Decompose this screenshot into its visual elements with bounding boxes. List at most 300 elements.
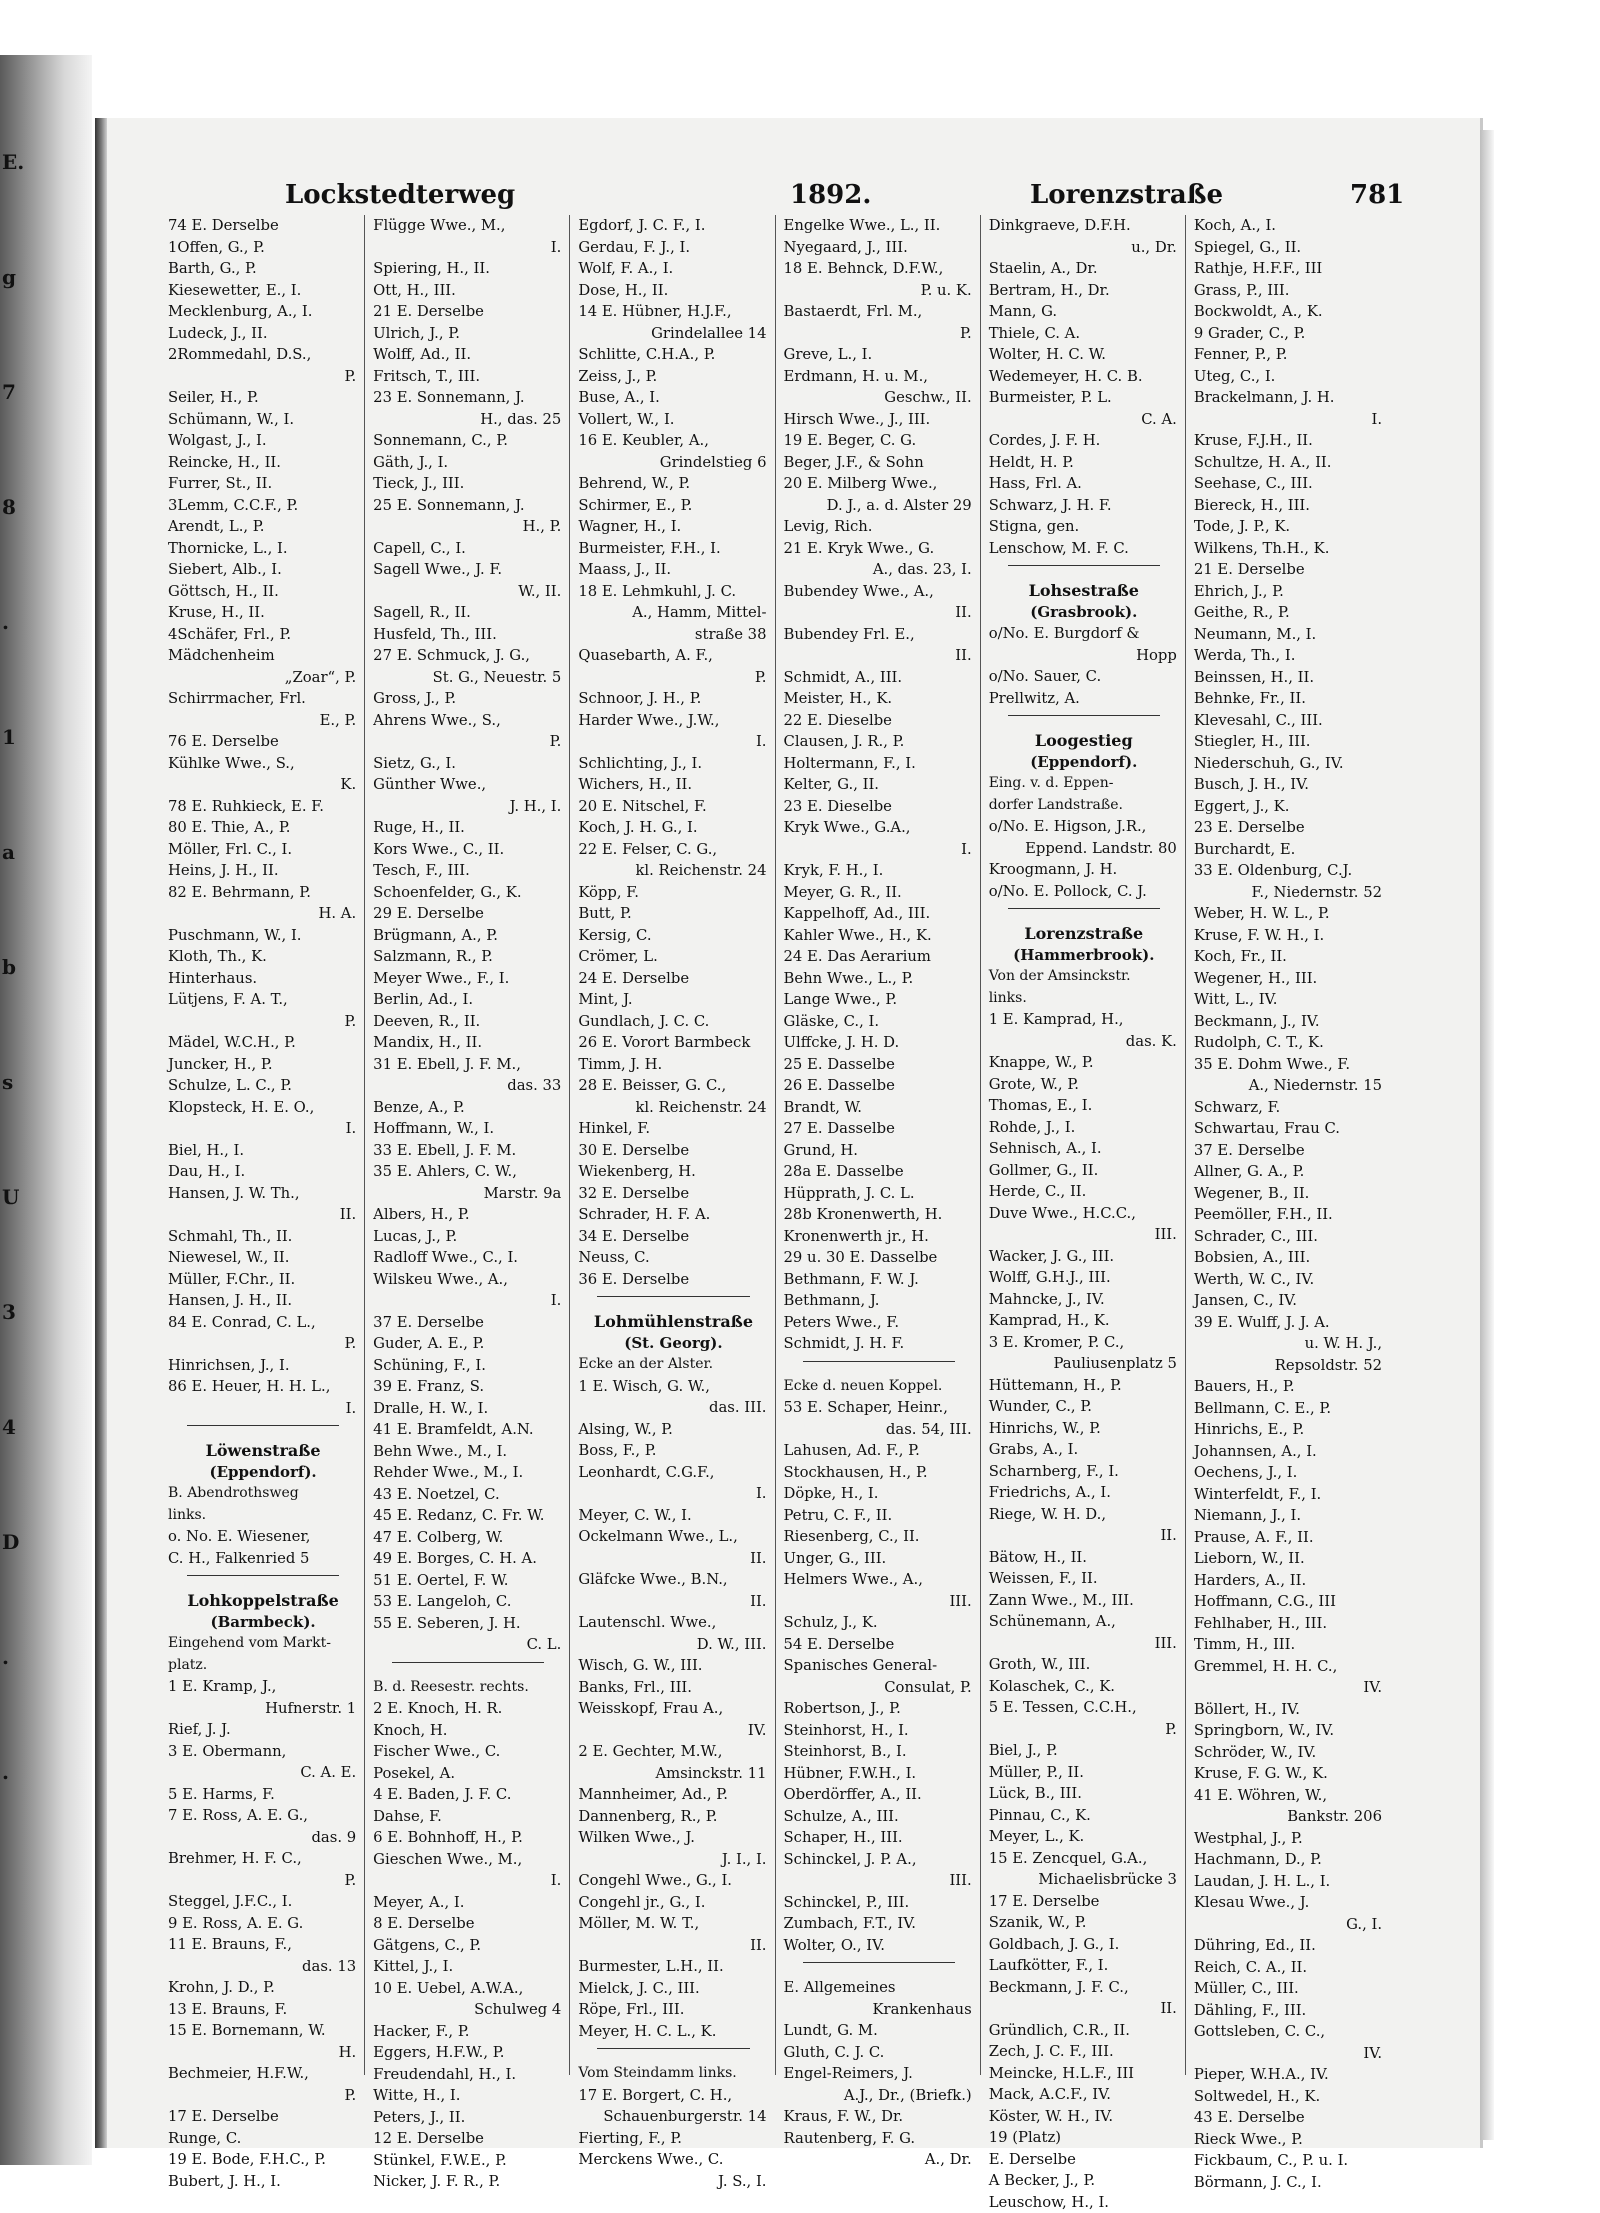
book-spine-shadow (95, 118, 107, 2148)
directory-entry: Zeiss, J., P. (578, 366, 768, 388)
directory-entry: 55 E. Seberen, J. H. (373, 1613, 563, 1635)
directory-entry: 28b Kronenwerth, H. (784, 1204, 974, 1226)
directory-entry: Börmann, J. C., I. (1194, 2172, 1384, 2194)
directory-entry: Beinssen, H., II. (1194, 667, 1384, 689)
directory-entry: Kraus, F. W., Dr. (784, 2106, 974, 2128)
directory-entry: Timm, H., III. (1194, 1634, 1384, 1656)
directory-entry: Szanik, W., P. (989, 1912, 1179, 1934)
directory-entry: Nyegaard, J., III. (784, 237, 974, 259)
directory-entry: Schümann, W., I. (168, 409, 358, 431)
directory-entry: Klesau Wwe., J. (1194, 1892, 1384, 1914)
directory-entry: Soltwedel, H., K. (1194, 2086, 1384, 2108)
directory-entry: 54 E. Derselbe (784, 1634, 974, 1656)
adjacent-page-fragment: D (2, 1530, 19, 1554)
entry-continuation: H., das. 25 (373, 409, 563, 431)
directory-entry: Mädel, W.C.H., P. (168, 1032, 358, 1054)
directory-entry: Kamprad, H., K. (989, 1310, 1179, 1332)
directory-entry: Ruge, H., II. (373, 817, 563, 839)
directory-entry: Fritsch, T., III. (373, 366, 563, 388)
direction-note: dorfer Landstraße. (989, 795, 1179, 817)
entry-continuation: III. (989, 1224, 1179, 1246)
directory-entry: Meyer Wwe., F., I. (373, 968, 563, 990)
directory-entry: Laudan, J. H. L., I. (1194, 1871, 1384, 1893)
directory-entry: Köpp, F. (578, 882, 768, 904)
directory-entry: Krohn, J. D., P. (168, 1977, 358, 1999)
entry-continuation: P. (168, 1011, 358, 1033)
directory-entry: Barth, G., P. (168, 258, 358, 280)
directory-entry: Vollert, W., I. (578, 409, 768, 431)
entry-continuation: A., das. 23, I. (784, 559, 974, 581)
entry-continuation: Hufnerstr. 1 (168, 1698, 358, 1720)
directory-entry: Kruse, F. W. H., I. (1194, 925, 1384, 947)
directory-entry: Wolter, H. C. W. (989, 344, 1179, 366)
directory-entry: Kronenwerth jr., H. (784, 1226, 974, 1248)
directory-entry: Butt, P. (578, 903, 768, 925)
directory-entry: Hinrichsen, J., I. (168, 1355, 358, 1377)
directory-entry: Döpke, H., I. (784, 1483, 974, 1505)
directory-entry: Winterfeldt, F., I. (1194, 1484, 1384, 1506)
adjacent-page-fragment: g (2, 265, 16, 289)
directory-entry: Müller, P., II. (989, 1762, 1179, 1784)
directory-entry: Seiler, H., P. (168, 387, 358, 409)
directory-entry: Niemann, J., I. (1194, 1505, 1384, 1527)
directory-entry: Ockelmann Wwe., L., (578, 1526, 768, 1548)
directory-entry: 11 E. Brauns, F., (168, 1934, 358, 1956)
directory-entry: 14 E. Hübner, H.J.F., (578, 301, 768, 323)
directory-entry: Knoch, H. (373, 1720, 563, 1742)
directory-entry: Congehl jr., G., I. (578, 1892, 768, 1914)
directory-entry: Gottsleben, C. C., (1194, 2021, 1384, 2043)
directory-entry: Koch, J. H. G., I. (578, 817, 768, 839)
district-heading: (Barmbeck). (168, 1612, 358, 1634)
directory-entry: Petru, C. F., II. (784, 1505, 974, 1527)
entry-continuation: P. (168, 1870, 358, 1892)
entry-continuation: G., I. (1194, 1914, 1384, 1936)
directory-entry: Mahncke, J., IV. (989, 1289, 1179, 1311)
section-divider (392, 1662, 544, 1673)
directory-entry: Kittel, J., I. (373, 1956, 563, 1978)
entry-continuation: A., Niedernstr. 15 (1194, 1075, 1384, 1097)
directory-entry: Schlitte, C.H.A., P. (578, 344, 768, 366)
directory-entry: Gieschen Wwe., M., (373, 1849, 563, 1871)
directory-entry: Bobsien, A., III. (1194, 1247, 1384, 1269)
directory-entry: Gerdau, F. J., I. (578, 237, 768, 259)
entry-continuation: D. W., III. (578, 1634, 768, 1656)
directory-entry: Wacker, J. G., III. (989, 1246, 1179, 1268)
directory-entry: Schrader, H. F. A. (578, 1204, 768, 1226)
district-heading: (Hammerbrook). (989, 945, 1179, 967)
entry-continuation: H., P. (373, 516, 563, 538)
directory-entry: Rohde, J., I. (989, 1117, 1179, 1139)
directory-entry: Albers, H., P. (373, 1204, 563, 1226)
directory-entry: 1 E. Kamprad, H., (989, 1009, 1179, 1031)
directory-entry: Egdorf, J. C. F., I. (578, 215, 768, 237)
directory-entry: 43 E. Derselbe (1194, 2107, 1384, 2129)
directory-entry: Flügge Wwe., M., (373, 215, 563, 237)
entry-continuation: W., II. (373, 581, 563, 603)
directory-entry: Hoffmann, C.G., III (1194, 1591, 1384, 1613)
directory-entry: Runge, C. (168, 2128, 358, 2150)
directory-entry: Thomas, E., I. (989, 1095, 1179, 1117)
directory-entry: Wolter, O., IV. (784, 1935, 974, 1957)
section-divider (187, 1425, 339, 1436)
directory-columns (160, 215, 1390, 2075)
directory-entry: 20 E. Nitschel, F. (578, 796, 768, 818)
direction-note: Eingehend vom Markt- (168, 1633, 358, 1655)
header-left-street: Lockstedterweg (285, 180, 515, 210)
entry-continuation: I. (373, 1870, 563, 1892)
directory-entry: Kors Wwe., C., II. (373, 839, 563, 861)
directory-entry: Meister, H., K. (784, 688, 974, 710)
directory-entry: Weisskopf, Frau A., (578, 1698, 768, 1720)
district-heading: (Grasbrook). (989, 602, 1179, 624)
street-heading: Loogestieg (989, 730, 1179, 752)
directory-entry: Gross, J., P. (373, 688, 563, 710)
directory-entry: Göttsch, H., II. (168, 581, 358, 603)
directory-entry: 23 E. Sonnemann, J. (373, 387, 563, 409)
directory-entry: Grass, P., III. (1194, 280, 1384, 302)
direction-note: platz. (168, 1655, 358, 1677)
directory-entry: Boss, F., P. (578, 1440, 768, 1462)
directory-entry: Leuschow, H., I. (989, 2192, 1179, 2213)
directory-entry: Gläske, C., I. (784, 1011, 974, 1033)
directory-entry: Duve Wwe., H.C.C., (989, 1203, 1179, 1225)
directory-entry: Hansen, J. H., II. (168, 1290, 358, 1312)
directory-entry: Schaper, H., III. (784, 1827, 974, 1849)
directory-entry: 19 E. Bode, F.H.C., P. (168, 2149, 358, 2171)
directory-entry: Dannenberg, R., P. (578, 1806, 768, 1828)
directory-entry: Kersig, C. (578, 925, 768, 947)
direction-note: Eing. v. d. Eppen- (989, 773, 1179, 795)
directory-entry: Meyer, L., K. (989, 1826, 1179, 1848)
directory-entry: Wolff, Ad., II. (373, 344, 563, 366)
directory-entry: Knappe, W., P. (989, 1052, 1179, 1074)
directory-entry: Möller, M. W. T., (578, 1913, 768, 1935)
directory-entry: Engelke Wwe., L., II. (784, 215, 974, 237)
entry-continuation: III. (784, 1591, 974, 1613)
directory-entry: Schirrmacher, Frl. (168, 688, 358, 710)
directory-entry: Tieck, J., III. (373, 473, 563, 495)
directory-entry: 45 E. Redanz, C. Fr. W. (373, 1505, 563, 1527)
directory-entry: Oberdörffer, A., II. (784, 1784, 974, 1806)
directory-entry: Gätgens, C., P. (373, 1935, 563, 1957)
directory-entry: 10 E. Uebel, A.W.A., (373, 1978, 563, 2000)
directory-entry: Niewesel, W., II. (168, 1247, 358, 1269)
directory-entry: Ulffcke, J. H. D. (784, 1032, 974, 1054)
directory-entry: Rief, J. J. (168, 1719, 358, 1741)
entry-continuation: II. (784, 645, 974, 667)
entry-continuation: III. (989, 1633, 1179, 1655)
directory-entry: Neumann, M., I. (1194, 624, 1384, 646)
directory-entry: 29 E. Derselbe (373, 903, 563, 925)
directory-entry: 1 E. Wisch, G. W., (578, 1376, 768, 1398)
directory-entry: 80 E. Thie, A., P. (168, 817, 358, 839)
directory-entry: Schüning, F., I. (373, 1355, 563, 1377)
directory-entry: Möller, Frl. C., I. (168, 839, 358, 861)
entry-continuation: Grindelallee 14 (578, 323, 768, 345)
entry-continuation: Marstr. 9a (373, 1183, 563, 1205)
directory-entry: Witte, H., I. (373, 2085, 563, 2107)
entry-continuation: P. (578, 667, 768, 689)
directory-entry: Behn Wwe., L., P. (784, 968, 974, 990)
directory-entry: 76 E. Derselbe (168, 731, 358, 753)
directory-entry: Wilskeu Wwe., A., (373, 1269, 563, 1291)
directory-entry: Riege, W. H. D., (989, 1504, 1179, 1526)
directory-entry: 4 E. Baden, J. F. C. (373, 1784, 563, 1806)
street-heading: Lohmühlenstraße (578, 1311, 768, 1333)
directory-entry: Hüpprath, J. C. L. (784, 1183, 974, 1205)
directory-entry: 2 E. Knoch, H. R. (373, 1698, 563, 1720)
directory-entry: Beckmann, J., IV. (1194, 1011, 1384, 1033)
directory-entry: Hinrichs, W., P. (989, 1418, 1179, 1440)
entry-continuation: Eppend. Landstr. 80 (989, 838, 1179, 860)
directory-entry: Rehder Wwe., M., I. (373, 1462, 563, 1484)
directory-entry: Schlichting, J., I. (578, 753, 768, 775)
directory-entry: Wisch, G. W., III. (578, 1655, 768, 1677)
directory-entry: o/No. E. Higson, J.R., (989, 816, 1179, 838)
street-heading: Lohsestraße (989, 580, 1179, 602)
directory-entry: Spiering, H., II. (373, 258, 563, 280)
directory-entry: 3 E. Kromer, P. C., (989, 1332, 1179, 1354)
directory-entry: o/No. E. Burgdorf & (989, 623, 1179, 645)
directory-entry: Reich, C. A., II. (1194, 1957, 1384, 1979)
directory-entry: Kühlke Wwe., S., (168, 753, 358, 775)
directory-entry: Buse, A., I. (578, 387, 768, 409)
entry-continuation: II. (168, 1204, 358, 1226)
directory-entry: Sonnemann, C., P. (373, 430, 563, 452)
directory-entry: Prellwitz, A. (989, 688, 1179, 710)
directory-entry: 35 E. Dohm Wwe., F. (1194, 1054, 1384, 1076)
directory-entry: Schultze, H. A., II. (1194, 452, 1384, 474)
entry-continuation: J. S., I. (578, 2171, 768, 2193)
directory-entry: Arendt, L., P. (168, 516, 358, 538)
directory-entry: Sehnisch, A., I. (989, 1138, 1179, 1160)
directory-entry: Schmahl, Th., II. (168, 1226, 358, 1248)
directory-entry: 53 E. Schaper, Heinr., (784, 1397, 974, 1419)
directory-entry: 2 E. Gechter, M.W., (578, 1741, 768, 1763)
directory-entry: Behn Wwe., M., I. (373, 1441, 563, 1463)
directory-entry: Wunder, C., P. (989, 1396, 1179, 1418)
directory-entry: Hass, Frl. A. (989, 473, 1179, 495)
directory-entry: Nicker, J. F. R., P. (373, 2171, 563, 2193)
street-heading: Lorenzstraße (989, 923, 1179, 945)
directory-entry: E. Allgemeines (784, 1977, 974, 1999)
entry-continuation: Amsinckstr. 11 (578, 1763, 768, 1785)
directory-entry: Stigna, gen. (989, 516, 1179, 538)
direction-note: links. (989, 988, 1179, 1010)
directory-entry: Bätow, H., II. (989, 1547, 1179, 1569)
directory-entry: 5 E. Harms, F. (168, 1784, 358, 1806)
directory-column-5 (981, 215, 1186, 2075)
entry-continuation: u. W. H. J., (1194, 1333, 1384, 1355)
entry-continuation: P. (373, 731, 563, 753)
section-divider (1008, 715, 1160, 726)
directory-entry: Wilkens, Th.H., K. (1194, 538, 1384, 560)
directory-entry: Steggel, J.F.C., I. (168, 1891, 358, 1913)
directory-entry: Wegener, H., III. (1194, 968, 1384, 990)
directory-entry: 18 E. Behnck, D.F.W., (784, 258, 974, 280)
entry-continuation: Geschw., II. (784, 387, 974, 409)
directory-entry: Eggers, H.F.W., P. (373, 2042, 563, 2064)
directory-entry: 19 E. Beger, C. G. (784, 430, 974, 452)
directory-entry: 21 E. Derselbe (1194, 559, 1384, 581)
directory-entry: Schinckel, P., III. (784, 1892, 974, 1914)
adjacent-page-fragment: U (2, 1185, 19, 1209)
directory-entry: 12 E. Derselbe (373, 2128, 563, 2150)
directory-entry: Schoenfelder, G., K. (373, 882, 563, 904)
directory-entry: Hirsch Wwe., J., III. (784, 409, 974, 431)
directory-entry: Dinkgraeve, D.F.H. (989, 215, 1179, 237)
directory-entry: Wegener, B., II. (1194, 1183, 1384, 1205)
directory-entry: 39 E. Wulff, J. J. A. (1194, 1312, 1384, 1334)
directory-entry: Stockhausen, H., P. (784, 1462, 974, 1484)
directory-entry: Holtermann, F., I. (784, 753, 974, 775)
directory-entry: Wiekenberg, H. (578, 1161, 768, 1183)
directory-entry: Capell, C., I. (373, 538, 563, 560)
adjacent-page-fragment: 7 (2, 380, 16, 404)
directory-entry: Scharnberg, F., I. (989, 1461, 1179, 1483)
directory-entry: Biel, J., P. (989, 1740, 1179, 1762)
directory-entry: 24 E. Das Aerarium (784, 946, 974, 968)
directory-entry: Gluth, C. J. C. (784, 2042, 974, 2064)
entry-continuation: Krankenhaus (784, 1999, 974, 2021)
entry-continuation: II. (578, 1591, 768, 1613)
entry-continuation: I. (784, 839, 974, 861)
adjacent-page-fragment: a (2, 840, 15, 864)
directory-entry: Riesenberg, C., II. (784, 1526, 974, 1548)
entry-continuation: das. 9 (168, 1827, 358, 1849)
directory-entry: Meyer, G. R., II. (784, 882, 974, 904)
directory-column-2 (365, 215, 570, 2075)
directory-entry: Alsing, W., P. (578, 1419, 768, 1441)
directory-entry: Oechens, J., I. (1194, 1462, 1384, 1484)
directory-entry: Gläfcke Wwe., B.N., (578, 1569, 768, 1591)
directory-entry: Thiele, C. A. (989, 323, 1179, 345)
directory-entry: Congehl Wwe., G., I. (578, 1870, 768, 1892)
directory-entry: 27 E. Schmuck, J. G., (373, 645, 563, 667)
entry-continuation: I. (373, 237, 563, 259)
directory-entry: Prause, A. F., II. (1194, 1527, 1384, 1549)
directory-entry: Harder Wwe., J.W., (578, 710, 768, 732)
directory-entry: Friedrichs, A., I. (989, 1482, 1179, 1504)
directory-entry: Schulze, A., III. (784, 1806, 974, 1828)
directory-entry: Hoffmann, W., I. (373, 1118, 563, 1140)
directory-entry: Wagner, H., I. (578, 516, 768, 538)
directory-entry: 19 (Platz) (989, 2127, 1179, 2149)
directory-entry: Kruse, F.J.H., II. (1194, 430, 1384, 452)
directory-entry: Fenner, P., P. (1194, 344, 1384, 366)
directory-entry: 33 E. Oldenburg, C.J. (1194, 860, 1384, 882)
directory-entry: Wilken Wwe., J. (578, 1827, 768, 1849)
entry-continuation: kl. Reichenstr. 24 (578, 1097, 768, 1119)
directory-entry: o/No. E. Pollock, C. J. (989, 881, 1179, 903)
directory-entry: Maass, J., II. (578, 559, 768, 581)
directory-entry: Groth, W., III. (989, 1654, 1179, 1676)
directory-entry: Meyer, A., I. (373, 1892, 563, 1914)
directory-entry: Kruse, F. G. W., K. (1194, 1763, 1384, 1785)
directory-entry: Gründlich, C.R., II. (989, 2020, 1179, 2042)
directory-entry: Ulrich, J., P. (373, 323, 563, 345)
directory-entry: 8 E. Derselbe (373, 1913, 563, 1935)
directory-entry: Rautenberg, F. G. (784, 2128, 974, 2150)
directory-entry: Weissen, F., II. (989, 1568, 1179, 1590)
directory-entry: Laufkötter, F., I. (989, 1955, 1179, 1977)
adjacent-page-fragment: s (2, 1070, 13, 1094)
directory-entry: Fickbaum, C., P. u. I. (1194, 2150, 1384, 2172)
directory-entry: 22 E. Felser, C. G., (578, 839, 768, 861)
directory-entry: Lautenschl. Wwe., (578, 1612, 768, 1634)
directory-entry: A Becker, J., P. (989, 2170, 1179, 2192)
directory-entry: Gäth, J., I. (373, 452, 563, 474)
directory-entry: Hübner, F.W.H., I. (784, 1763, 974, 1785)
entry-continuation: IV. (1194, 2043, 1384, 2065)
directory-entry: Crömer, L. (578, 946, 768, 968)
street-heading: Lohkoppelstraße (168, 1590, 358, 1612)
directory-entry: Sietz, G., I. (373, 753, 563, 775)
entry-continuation: IV. (578, 1720, 768, 1742)
directory-entry: Lütjens, F. A. T., (168, 989, 358, 1011)
directory-entry: Hinrichs, E., P. (1194, 1419, 1384, 1441)
section-divider (597, 1296, 749, 1307)
directory-entry: Peters, J., II. (373, 2107, 563, 2129)
directory-entry: Rathje, H.F.F., III (1194, 258, 1384, 280)
directory-entry: 20 E. Milberg Wwe., (784, 473, 974, 495)
directory-entry: 47 E. Colberg, W. (373, 1527, 563, 1549)
entry-continuation: H. A. (168, 903, 358, 925)
directory-entry: Timm, J. H. (578, 1054, 768, 1076)
directory-entry: Engel-Reimers, J. (784, 2063, 974, 2085)
directory-entry: Lück, B., III. (989, 1783, 1179, 1805)
directory-entry: Juncker, H., P. (168, 1054, 358, 1076)
directory-entry: Schmidt, A., III. (784, 667, 974, 689)
directory-entry: Bubendey Wwe., A., (784, 581, 974, 603)
entry-continuation: A., Hamm, Mittel- (578, 602, 768, 624)
directory-entry: 18 E. Lehmkuhl, J. C. (578, 581, 768, 603)
adjacent-page-fragment: . (2, 1760, 9, 1784)
entry-continuation: das. K. (989, 1031, 1179, 1053)
directory-entry: Geithe, R., P. (1194, 602, 1384, 624)
directory-entry: Mannheimer, Ad., P. (578, 1784, 768, 1806)
directory-entry: Quasebarth, A. F., (578, 645, 768, 667)
directory-entry: 37 E. Derselbe (373, 1312, 563, 1334)
entry-continuation: II. (989, 1998, 1179, 2020)
directory-entry: Bertram, H., Dr. (989, 280, 1179, 302)
directory-entry: Werth, W. C., IV. (1194, 1269, 1384, 1291)
directory-entry: 13 E. Brauns, F. (168, 1999, 358, 2021)
entry-continuation: Pauliusenplatz 5 (989, 1353, 1179, 1375)
entry-continuation: kl. Reichenstr. 24 (578, 860, 768, 882)
entry-continuation: A.J., Dr., (Briefk.) (784, 2085, 974, 2107)
directory-entry: 1 E. Kramp, J., (168, 1676, 358, 1698)
directory-entry: Spanisches General- (784, 1655, 974, 1677)
entry-continuation: I. (168, 1398, 358, 1420)
directory-entry: Greve, L., I. (784, 344, 974, 366)
directory-entry: Burchardt, E. (1194, 839, 1384, 861)
directory-entry: Burmester, L.H., II. (578, 1956, 768, 1978)
directory-entry: 29 u. 30 E. Dasselbe (784, 1247, 974, 1269)
directory-entry: 22 E. Dieselbe (784, 710, 974, 732)
directory-entry: 6 E. Bohnhoff, H., P. (373, 1827, 563, 1849)
directory-entry: Fehlhaber, H., III. (1194, 1613, 1384, 1635)
directory-entry: Leonhardt, C.G.F., (578, 1462, 768, 1484)
entry-continuation: II. (578, 1935, 768, 1957)
directory-entry: 39 E. Franz, S. (373, 1376, 563, 1398)
directory-entry: Grabs, A., I. (989, 1439, 1179, 1461)
entry-continuation: Michaelisbrücke 3 (989, 1869, 1179, 1891)
directory-entry: Lahusen, Ad. F., P. (784, 1440, 974, 1462)
street-heading: Löwenstraße (168, 1440, 358, 1462)
directory-entry: Hachmann, D., P. (1194, 1849, 1384, 1871)
